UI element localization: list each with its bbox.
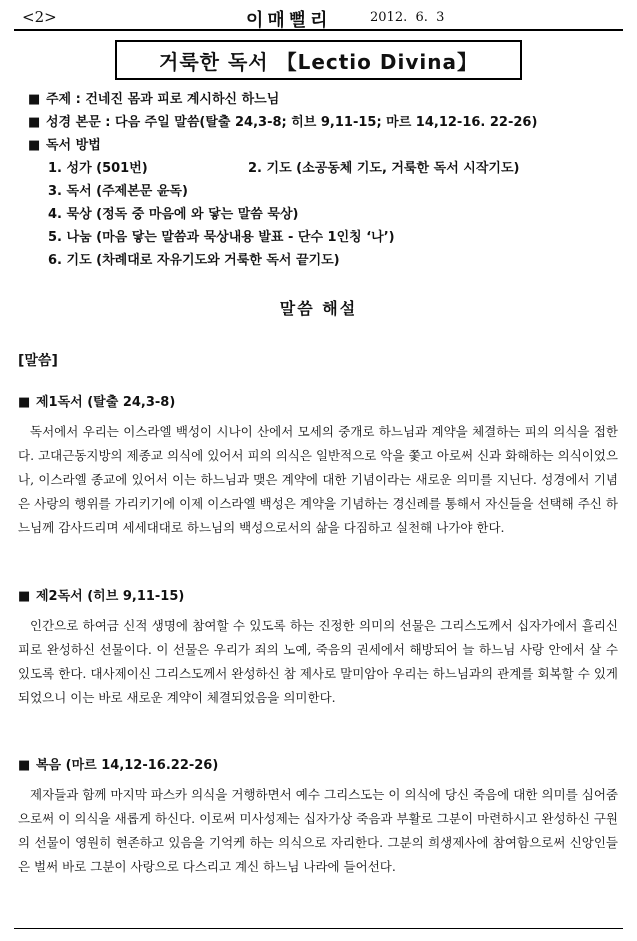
theme-label: 주제 — [46, 92, 72, 107]
method-steps — [48, 157, 537, 272]
square-bullet-icon: ■ — [18, 395, 31, 410]
reading-body: 인간으로 하여금 신적 생명에 참여할 수 있도록 하는 진정한 의미의 선물은 그리스도께서 십자가에서 흘리신 피로 완성하신 선물이다. 이 선물은 우리가 죄의 노예, 죽음의 권세에서 해방되어 늘 하느님 사랑 안에서 살 수 있도록 한다. 대사제이신 그리스도께서 완성하신 참 제사로 말미암아 우리는 하느님과의 관계를 회복할 수 있게 되었으니 이는 바로 새로운 계약이 체결되었음을 의미한다. — [18, 618, 618, 705]
step-row — [48, 157, 537, 180]
reading-heading — [18, 392, 618, 414]
reading-heading-text: 제1독서 (탈출 24,3-8) — [36, 395, 176, 410]
scripture-text: : 다음 주일 말씀(탈출 24,3-8; 히브 9,11-15; 마르 14,12-16. 22-26) — [100, 115, 538, 130]
step-item: 4. 묵상 (정독 중 마음에 와 닿는 말씀 묵상) — [48, 207, 299, 222]
reading-heading — [18, 755, 618, 777]
page-title: 거룩한 독서 【Lectio Divina】 — [115, 40, 522, 80]
footer-divider — [14, 928, 623, 929]
square-bullet-icon: ■ — [18, 758, 31, 773]
page-header — [14, 6, 623, 31]
reading-info — [28, 88, 537, 272]
step-item: 3. 독서 (주제본문 윤독) — [48, 184, 188, 199]
square-bullet-icon: ■ — [18, 589, 31, 604]
reading-body: 독서에서 우리는 이스라엘 백성이 시나이 산에서 모세의 중개로 하느님과 계약을 체결하는 피의 의식을 접한다. 고대근동지방의 제종교 의식에 있어서 피의 의식은 일반적으로 악을 쫓고 아로써 신과 화해하는 의식이었으나, 이스라엘 종교에 있어서 이는 하느님과 맺은 계약에 대한 기념이라는 새로운 의미를 지닌다. 성경에서 기념은 사랑의 행위를 가리키기에 이제 이스라엘 백성은 계약을 기념하는 경신례를 통해서 자신들을 선택해 주신 하느님께 감사드리며 세세대대로 하느님의 백성으로서의 삶을 다짐하고 실천해 나가야 한다. — [18, 424, 618, 535]
reading-heading-text: 제2독서 (히브 9,11-15) — [36, 589, 185, 604]
square-bullet-icon: ■ — [28, 92, 41, 107]
word-label: [말씀] — [18, 353, 58, 369]
step-item: 5. 나눔 (마음 닿는 말씀과 묵상내용 발표 - 단수 1인칭 ‘나’) — [48, 230, 395, 245]
square-bullet-icon: ■ — [28, 138, 41, 153]
page-number: <2> — [22, 8, 57, 26]
method-row — [28, 134, 537, 157]
header-divider — [14, 29, 623, 31]
reading-body: 제자들과 함께 마지막 파스카 의식을 거행하면서 예수 그리스도는 이 의식에 당신 죽음에 대한 의미를 심어줌으로써 이 의식을 새롭게 하신다. 이로써 미사성제는 십자가상 죽음과 부활로 그분이 마련하시고 완성하신 구원의 선물이 영원히 현존하고 있음을 기억케 하는 의식으로 자리한다. 그분의 희생제사에 참여함으로써 신앙인들은 벌써 바로 그분이 사랑으로 다스리고 계신 하느님 나라에 들어선다. — [18, 787, 618, 874]
step-item: 1. 성가 (501번) — [48, 161, 148, 176]
reading-heading — [18, 586, 618, 608]
step-item: 2. 기도 (소공동체 기도, 거룩한 독서 시작기도) — [248, 161, 520, 176]
section-title: 말씀 해설 — [279, 299, 358, 318]
scripture-row — [28, 111, 537, 134]
reading-heading-text: 복음 (마르 14,12-16.22-26) — [36, 758, 219, 773]
reading-gospel — [18, 755, 618, 879]
theme-text: : 건네진 몸과 피로 계시하신 하느님 — [71, 92, 280, 107]
step-item: 6. 기도 (차례대로 자유기도와 거룩한 독서 끝기도) — [48, 253, 340, 268]
issue-date: 2012. 6. 3 — [370, 10, 445, 25]
square-bullet-icon: ■ — [28, 115, 41, 130]
method-label: 독서 방법 — [46, 138, 101, 153]
scripture-label: 성경 본문 — [46, 115, 101, 130]
theme-row — [28, 88, 537, 111]
newsletter-name: 이매뻘리 — [246, 10, 332, 31]
reading-second — [18, 586, 618, 710]
reading-first — [18, 392, 618, 540]
